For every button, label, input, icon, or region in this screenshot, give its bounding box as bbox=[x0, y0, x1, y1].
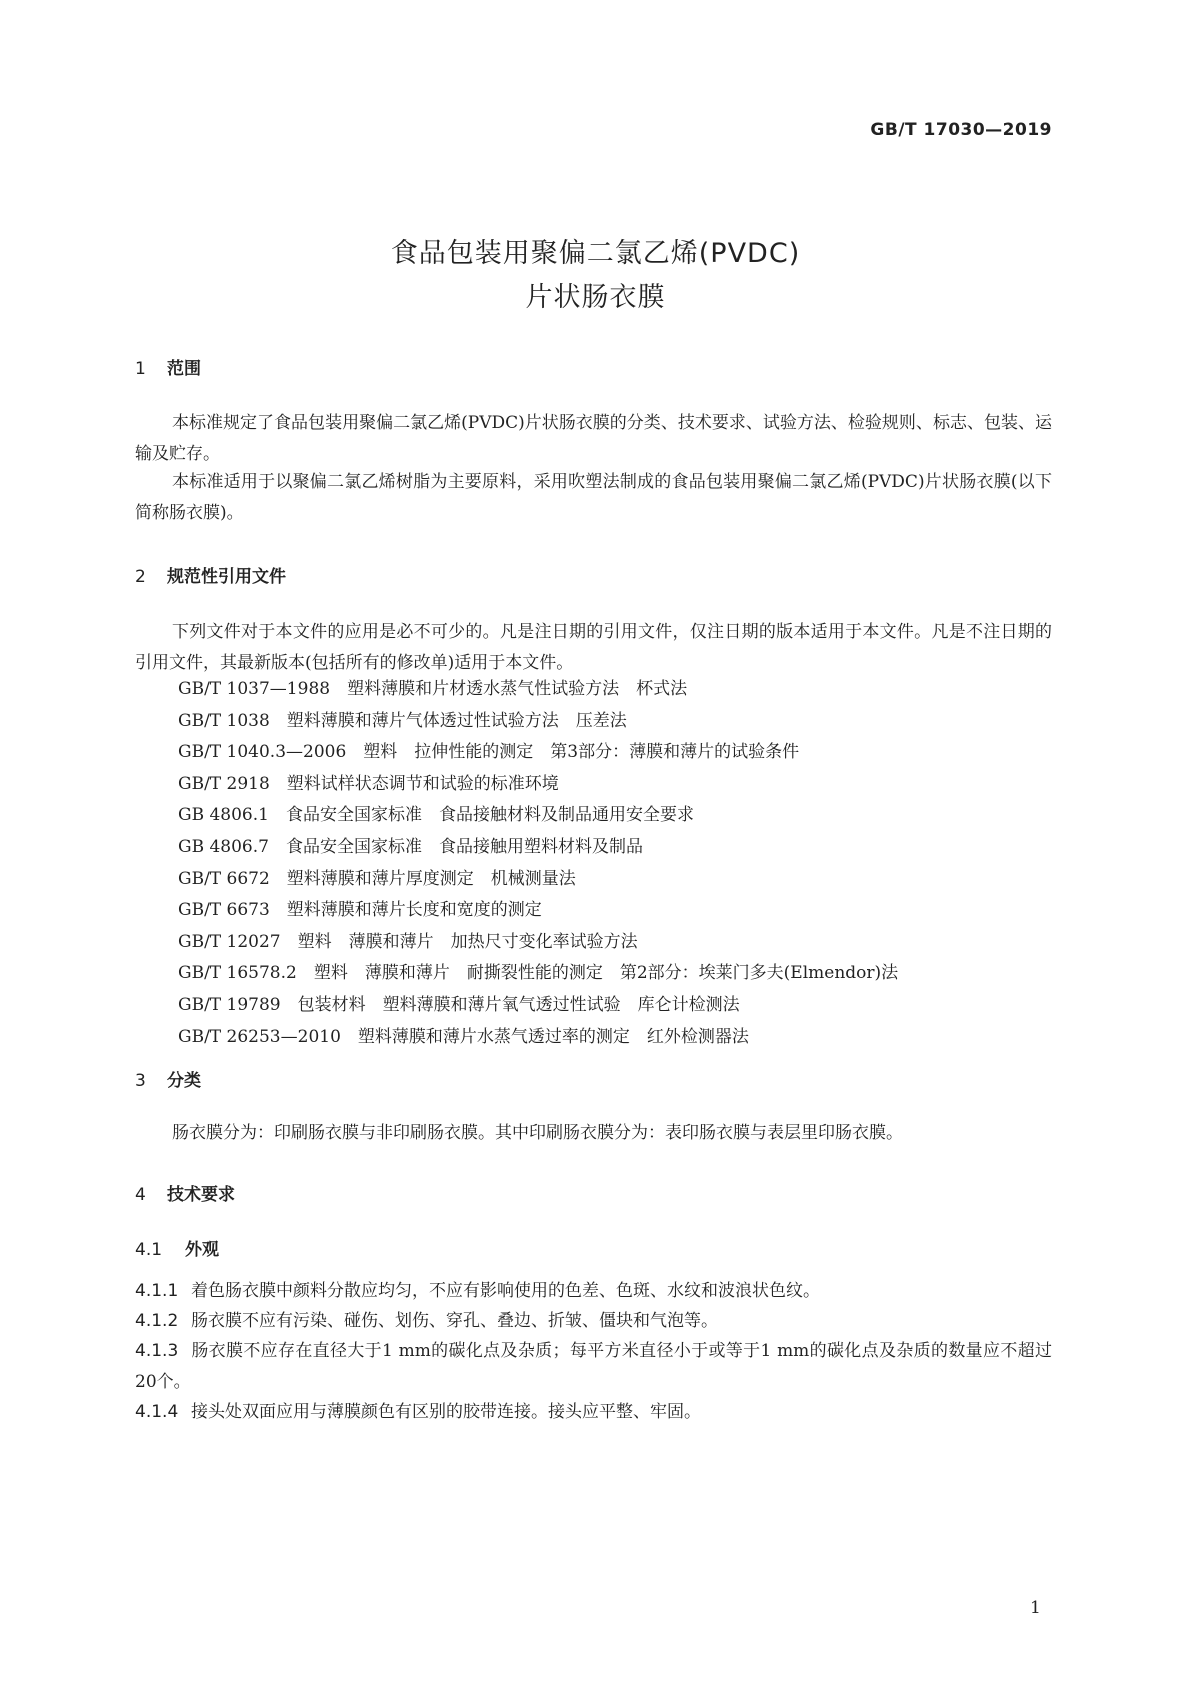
subsection-number: 4.1 bbox=[135, 1240, 163, 1260]
clause-number: 4.1.2 bbox=[135, 1311, 179, 1331]
clause-text: 着色肠衣膜中颜料分散应均匀，不应有影响使用的色差、色斑、水纹和波浪状色纹。 bbox=[191, 1281, 820, 1301]
section-1-paragraph-1: 本标准规定了食品包装用聚偏二氯乙烯(PVDC)片状肠衣膜的分类、技术要求、试验方法、检验规则、标志、包装、运输及贮存。 bbox=[135, 413, 1052, 464]
section-1-heading bbox=[135, 354, 201, 379]
reference-item: GB/T 16578.2 塑料 薄膜和薄片 耐撕裂性能的测定 第2部分：埃莱门多夫(Elmendor)法 bbox=[178, 963, 899, 984]
reference-item: GB 4806.7 食品安全国家标准 食品接触用塑料材料及制品 bbox=[178, 836, 643, 857]
section-4-heading bbox=[135, 1180, 235, 1205]
section-1-paragraph-2: 本标准适用于以聚偏二氯乙烯树脂为主要原料，采用吹塑法制成的食品包装用聚偏二氯乙烯(PVDC)片状肠衣膜(以下简称肠衣膜)。 bbox=[135, 472, 1052, 523]
clause-4-1-2 bbox=[135, 1306, 1052, 1337]
reference-item: GB/T 26253—2010 塑料薄膜和薄片水蒸气透过率的测定 红外检测器法 bbox=[178, 1026, 749, 1047]
clause-number: 4.1.4 bbox=[135, 1402, 179, 1422]
clause-4-1-4 bbox=[135, 1397, 1052, 1428]
subsection-4-1-heading bbox=[135, 1235, 219, 1260]
clause-4-1-3 bbox=[135, 1336, 1052, 1398]
section-title: 范围 bbox=[167, 359, 201, 379]
section-number: 3 bbox=[135, 1071, 146, 1091]
subsection-title: 外观 bbox=[185, 1240, 219, 1260]
title-line-2: 片状肠衣膜 bbox=[525, 282, 666, 313]
reference-item: GB/T 1040.3—2006 塑料 拉伸性能的测定 第3部分：薄膜和薄片的试验条件 bbox=[178, 742, 800, 763]
title-line-1: 食品包装用聚偏二氯乙烯(PVDC) bbox=[390, 238, 801, 269]
section-number: 4 bbox=[135, 1185, 146, 1205]
clause-text: 接头处双面应用与薄膜颜色有区别的胶带连接。接头应平整、牢固。 bbox=[191, 1402, 701, 1422]
section-title: 技术要求 bbox=[167, 1185, 235, 1205]
section-number: 2 bbox=[135, 567, 146, 587]
section-title: 分类 bbox=[167, 1071, 201, 1091]
clause-number: 4.1.3 bbox=[135, 1341, 179, 1361]
reference-item: GB/T 6672 塑料薄膜和薄片厚度测定 机械测量法 bbox=[178, 868, 576, 889]
reference-item: GB/T 6673 塑料薄膜和薄片长度和宽度的测定 bbox=[178, 900, 542, 921]
clause-text: 肠衣膜不应存在直径大于1 mm的碳化点及杂质；每平方米直径小于或等于1 mm的碳化点及杂质的数量应不超过20个。 bbox=[135, 1341, 1052, 1392]
reference-item: GB/T 19789 包装材料 塑料薄膜和薄片氧气透过性试验 库仑计检测法 bbox=[178, 994, 740, 1015]
section-number: 1 bbox=[135, 359, 146, 379]
clause-text: 肠衣膜不应有污染、碰伤、划伤、穿孔、叠边、折皱、僵块和气泡等。 bbox=[191, 1311, 718, 1331]
normative-references-list bbox=[178, 674, 898, 1053]
page-number: 1 bbox=[1030, 1598, 1041, 1618]
document-title bbox=[0, 232, 1191, 320]
clause-4-1-1 bbox=[135, 1276, 1052, 1307]
reference-item: GB/T 2918 塑料试样状态调节和试验的标准环境 bbox=[178, 773, 559, 794]
reference-item: GB 4806.1 食品安全国家标准 食品接触材料及制品通用安全要求 bbox=[178, 805, 694, 826]
reference-item: GB/T 12027 塑料 薄膜和薄片 加热尺寸变化率试验方法 bbox=[178, 931, 638, 952]
section-3-paragraph: 肠衣膜分为：印刷肠衣膜与非印刷肠衣膜。其中印刷肠衣膜分为：表印肠衣膜与表层里印肠衣膜。 bbox=[172, 1123, 903, 1143]
section-title: 规范性引用文件 bbox=[167, 567, 286, 587]
standard-code: GB/T 17030—2019 bbox=[870, 120, 1052, 140]
clause-number: 4.1.1 bbox=[135, 1281, 179, 1301]
section-2-intro: 下列文件对于本文件的应用是必不可少的。凡是注日期的引用文件，仅注日期的版本适用于本文件。凡是不注日期的引用文件，其最新版本(包括所有的修改单)适用于本文件。 bbox=[135, 622, 1052, 673]
section-2-heading bbox=[135, 562, 286, 587]
section-3-heading bbox=[135, 1066, 201, 1091]
reference-item: GB/T 1038 塑料薄膜和薄片气体透过性试验方法 压差法 bbox=[178, 710, 627, 731]
reference-item: GB/T 1037—1988 塑料薄膜和片材透水蒸气性试验方法 杯式法 bbox=[178, 679, 688, 699]
